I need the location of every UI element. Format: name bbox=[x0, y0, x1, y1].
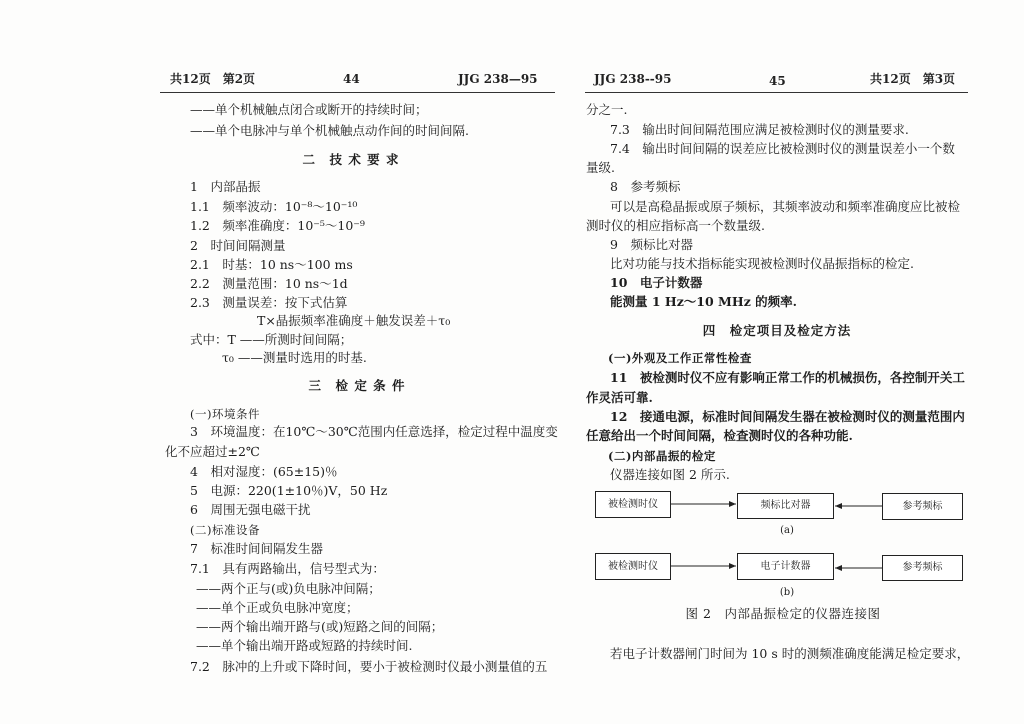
right-header-standard-code: JJG 238--95 bbox=[594, 72, 672, 86]
subsection-heading: (二)标准设备 bbox=[190, 523, 260, 537]
clause-heading: 10 电子计数器 bbox=[610, 275, 703, 290]
left-header-rule bbox=[160, 92, 555, 93]
text-line: ——单个电脉冲与单个机械触点动作间的时间间隔. bbox=[190, 123, 469, 138]
text-line: 7.3 输出时间间隔范围应满足被检测时仪的测量要求. bbox=[610, 122, 909, 137]
text-line: 4 相对湿度：(65±15)％ bbox=[190, 464, 338, 479]
text-line: 比对功能与技术指标能实现被检测时仪晶振指标的检定. bbox=[610, 256, 914, 271]
subsection-heading: (一)环境条件 bbox=[190, 407, 260, 421]
subsection-heading: (二)内部晶振的检定 bbox=[608, 449, 716, 463]
clause-heading: 1 内部晶振 bbox=[190, 179, 261, 194]
text-line: 化不应超过±2℃ bbox=[165, 444, 260, 459]
text-line: 分之一. bbox=[586, 102, 628, 117]
text-line: 2.3 测量误差：按下式估算 bbox=[190, 295, 348, 310]
text-line: 11 被检测时仪不应有影响正常工作的机械损伤，各控制开关工 bbox=[610, 370, 965, 385]
text-line: 式中：T ——所测时间间隔； bbox=[190, 332, 353, 347]
right-header-page-number: 45 bbox=[769, 74, 786, 88]
section-heading-technical-requirements: 二 技 术 要 求 bbox=[302, 152, 400, 167]
text-line: 2.2 测量范围：10 ns～1d bbox=[190, 276, 348, 291]
diagram-a-device-box: 被检测时仪 bbox=[595, 491, 671, 518]
left-header-page-count: 共12页 第2页 bbox=[170, 72, 256, 86]
text-line: τ₀ ——测量时选用的时基. bbox=[222, 350, 367, 365]
text-line: 可以是高稳晶振或原子频标，其频率波动和频率准确度应比被检 bbox=[610, 199, 961, 214]
list-item: ——单个输出端开路或短路的持续时间. bbox=[196, 638, 413, 653]
text-line: ——单个机械触点闭合或断开的持续时间； bbox=[190, 102, 428, 117]
text-line: 7.4 输出时间间隔的误差应比被检测时仪的测量误差小一个数 bbox=[610, 141, 955, 156]
text-line: 能测量 1 Hz～10 MHz 的频率. bbox=[610, 294, 798, 309]
text-line: 若电子计数器闸门时间为 10 s 时的测频准确度能满足检定要求， bbox=[610, 646, 970, 661]
diagram-b-counter-box: 电子计数器 bbox=[737, 553, 834, 580]
text-line: 2.1 时基：10 ns～100 ms bbox=[190, 257, 353, 272]
text-line: 7.1 具有两路输出，信号型式为： bbox=[190, 561, 385, 576]
text-line: 测时仪的相应指标高一个数量级. bbox=[586, 218, 765, 233]
left-header-standard-code: JJG 238—95 bbox=[458, 72, 538, 86]
subsection-heading: (一)外观及工作正常性检查 bbox=[608, 351, 752, 365]
clause-heading: 8 参考频标 bbox=[610, 179, 681, 194]
text-line: 作灵活可靠. bbox=[586, 390, 653, 405]
text-line: 量级. bbox=[586, 160, 615, 175]
diagram-b-label: (b) bbox=[779, 587, 795, 598]
text-line: 3 环境温度：在10℃～30℃范围内任意选择，检定过程中温度变 bbox=[190, 424, 558, 439]
figure-caption: 图 2 内部晶振检定的仪器连接图 bbox=[685, 606, 881, 621]
text-line: 12 接通电源，标准时间间隔发生器在被检测时仪的测量范围内 bbox=[610, 409, 965, 424]
list-item: ——两个输出端开路与(或)短路之间的间隔； bbox=[196, 619, 444, 634]
text-line: 任意给出一个时间间隔，检查测时仪的各种功能. bbox=[586, 428, 853, 443]
text-line: 6 周围无强电磁干扰 bbox=[190, 502, 311, 517]
clause-heading: 7 标准时间间隔发生器 bbox=[190, 541, 323, 556]
text-line: 7.2 脉冲的上升或下降时间，要小于被检测时仪最小测量值的五 bbox=[190, 659, 548, 674]
diagram-a-label: (a) bbox=[780, 525, 794, 536]
diagram-a-comparator-box: 频标比对器 bbox=[737, 493, 834, 519]
diagram-a-reference-box: 参考频标 bbox=[882, 493, 963, 520]
right-header-page-count: 共12页 第3页 bbox=[870, 72, 956, 86]
text-line: 1.1 频率波动：10⁻⁸～10⁻¹⁰ bbox=[190, 199, 358, 214]
section-heading-verification-conditions: 三 检 定 条 件 bbox=[308, 378, 406, 393]
text-line: 5 电源：220(1±10％)V，50 Hz bbox=[190, 483, 388, 498]
diagram-b-device-box: 被检测时仪 bbox=[595, 553, 671, 580]
right-header-rule bbox=[585, 92, 968, 93]
left-header-page-number: 44 bbox=[343, 72, 360, 86]
clause-heading: 9 频标比对器 bbox=[610, 237, 693, 252]
text-line: 1.2 频率准确度：10⁻⁵～10⁻⁹ bbox=[190, 218, 365, 233]
list-item: ——单个正或负电脉冲宽度； bbox=[196, 600, 359, 615]
diagram-b-reference-box: 参考频标 bbox=[882, 555, 963, 581]
text-line: 仪器连接如图 2 所示. bbox=[610, 467, 730, 482]
section-heading-verification-items-methods: 四 检定项目及检定方法 bbox=[702, 323, 852, 338]
list-item: ——两个正与(或)负电脉冲间隔； bbox=[196, 581, 381, 596]
error-formula: T×晶振频率准确度＋触发误差＋τ₀ bbox=[257, 313, 451, 328]
clause-heading: 2 时间间隔测量 bbox=[190, 238, 286, 253]
